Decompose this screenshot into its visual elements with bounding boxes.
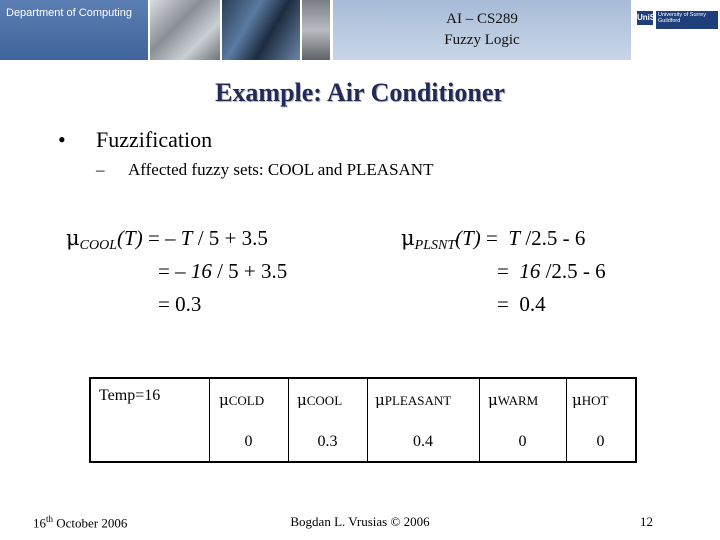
- slide-title: Example: Air Conditioner: [215, 78, 505, 107]
- formula-cool-line3: = 0.3: [158, 292, 202, 316]
- column-header-cool: μCOOL: [297, 391, 343, 409]
- unis-logo-mark: UniS: [637, 11, 653, 25]
- formula-cool-line2: = – 16 / 5 + 3.5: [158, 259, 288, 283]
- temp-label: Temp=16: [99, 387, 161, 404]
- column-header-cold: μCOLD: [219, 391, 265, 409]
- footer-date: 16th October 2006: [33, 514, 128, 531]
- value-cold: 0: [244, 433, 253, 450]
- sub-bullet-affected-sets: Affected fuzzy sets: COOL and PLEASANT: [128, 160, 434, 179]
- course-topic: Fuzzy Logic: [444, 32, 520, 48]
- column-header-pleasant: μPLEASANT: [375, 391, 452, 409]
- column-header-warm: μWARM: [488, 391, 539, 409]
- sub-bullet-marker: –: [96, 160, 105, 179]
- header-photo-students: [222, 0, 300, 60]
- formula-pleasant-line2: = 16 /2.5 - 6: [497, 259, 606, 283]
- course-title-box: [333, 0, 631, 60]
- bullet-marker: •: [58, 127, 66, 152]
- value-cool: 0.3: [317, 433, 338, 450]
- header-photo-detail: [302, 0, 330, 60]
- bullet-fuzzification: Fuzzification: [96, 127, 213, 152]
- university-name: University of Surrey Guildford: [656, 11, 718, 29]
- header-photo-building: [150, 0, 220, 60]
- value-pleasant: 0.4: [413, 433, 433, 450]
- page-number: 12: [640, 514, 653, 529]
- department-banner: [0, 0, 148, 60]
- department-label: Department of Computing: [6, 7, 132, 19]
- university-logo: [634, 0, 720, 60]
- footer-author: Bogdan L. Vrusias © 2006: [290, 514, 430, 529]
- course-code: AI – CS289: [446, 11, 518, 27]
- value-warm: 0: [518, 433, 527, 450]
- formula-pleasant-line1: μPLSNT(T) = T /2.5 - 6: [401, 226, 586, 253]
- formula-pleasant-line3: = 0.4: [497, 292, 546, 316]
- value-hot: 0: [596, 433, 605, 450]
- slide-header: [0, 0, 720, 60]
- column-header-hot: μHOT: [572, 391, 609, 409]
- membership-table: [89, 377, 637, 463]
- formula-cool-line1: μCOOL(T) = – T / 5 + 3.5: [66, 226, 268, 253]
